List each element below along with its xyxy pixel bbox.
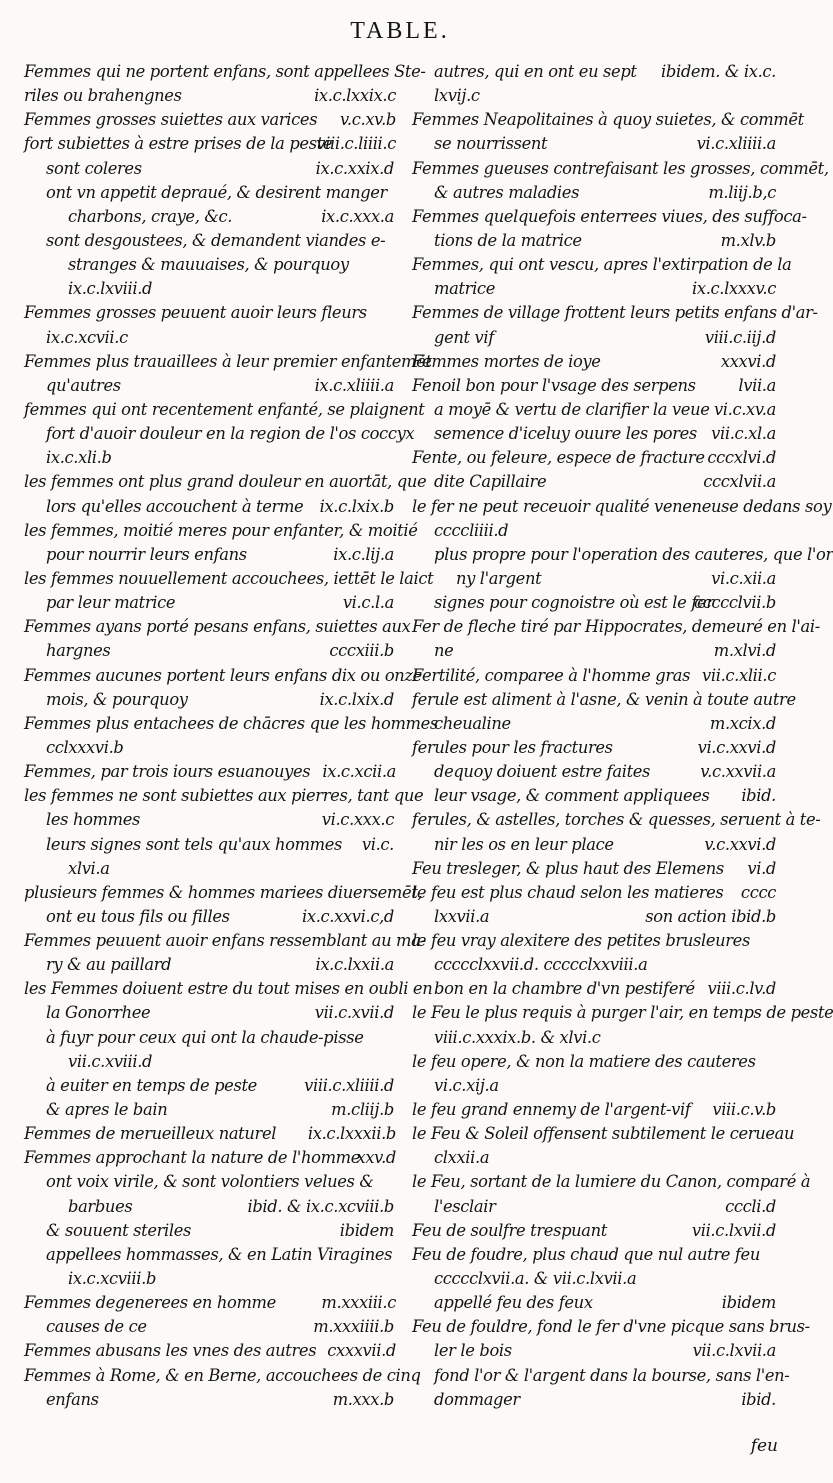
entry-reference: cccxlvi.d [707, 448, 776, 468]
index-entry-line [412, 664, 776, 688]
entry-reference: cccxlvii.a [703, 472, 776, 492]
entry-text: fort subiettes à estre prises de la peste [24, 134, 333, 154]
index-entry-line [24, 1315, 396, 1339]
entry-text: gent vif [434, 327, 494, 347]
entry-text: cheualine [434, 713, 511, 733]
entry-text: ferules, & astelles, torches & quesses, seruent à te- [412, 810, 821, 830]
entry-text: ferules pour les fractures [412, 737, 613, 757]
entry-text: plus propre pour l'operation des cauteres, que l'or [434, 544, 833, 564]
page-title: TABLE. [350, 18, 450, 44]
index-entry-line [412, 181, 776, 205]
entry-text: Femmes mortes de ioye [412, 351, 601, 371]
index-entry-line [24, 639, 396, 663]
entry-text: vi.c.xij.a [434, 1075, 499, 1095]
index-entry-line [412, 446, 776, 470]
index-entry-line [24, 808, 396, 832]
entry-text: & autres maladies [434, 182, 580, 202]
entry-text: Femmes degenerees en homme [24, 1293, 276, 1313]
entry-reference: vii.c.xvii.d [314, 1003, 394, 1023]
entry-text: dommager [434, 1389, 520, 1409]
index-entry-line [24, 60, 426, 84]
index-entry-line [412, 881, 776, 905]
index-entry-line [412, 326, 776, 350]
entry-text: à fuyr pour ceux qui ont la chaude-pisse [46, 1027, 364, 1047]
index-entry-line [412, 1074, 776, 1098]
entry-text: tions de la matrice [434, 230, 582, 250]
entry-text: Feu tresleger, & plus haut des Elemens [412, 858, 724, 878]
index-entry-line [24, 108, 396, 132]
index-entry-line [24, 1267, 396, 1291]
entry-text: Femmes quelquefois enterrees viues, des suffoca- [412, 206, 807, 226]
index-entry-line [412, 639, 776, 663]
entry-reference: vi.c.xii.a [711, 568, 776, 588]
index-entry-line [24, 591, 396, 615]
entry-text: dite Capillaire [434, 472, 547, 492]
entry-text: leurs signes sont tels qu'aux hommes [46, 834, 343, 854]
index-entry-line [24, 157, 396, 181]
entry-text: ny l'argent [456, 568, 542, 588]
entry-text: ccccclxxvii.d. ccccclxxviii.a [434, 955, 648, 975]
entry-text: vii.c.xviii.d [68, 1051, 153, 1071]
index-entry-line [412, 398, 776, 422]
index-entry-line [24, 1146, 396, 1170]
index-entry-line [412, 1098, 776, 1122]
entry-reference: viii.c.xliiii.d [304, 1075, 394, 1095]
index-entry-line [412, 422, 776, 446]
index-entry-line [24, 495, 396, 519]
entry-text: ccccliiii.d [434, 520, 509, 540]
entry-text: Feu de foudre, plus chaud que nul autre feu [412, 1244, 760, 1264]
entry-reference: ix.c.xxvi.c,d [302, 906, 394, 926]
entry-text: Fer de fleche tiré par Hippocrates, demeuré en l'ai- [412, 617, 820, 637]
entry-text: Femmes plus entachees de chācres que les hommes [24, 713, 438, 733]
entry-text: ont vn appetit depraué, & desirent manger [46, 182, 387, 202]
entry-text: le feu est plus chaud selon les matieres [412, 882, 724, 902]
entry-text: lxxvii.a [434, 906, 490, 926]
index-entry-line [24, 132, 396, 156]
index-entry-line [412, 132, 776, 156]
index-entry-line [24, 1170, 396, 1194]
entry-text: viii.c.xxxix.b. & xlvi.c [434, 1027, 601, 1047]
entry-reference: ix.c.xxix.d [315, 158, 394, 178]
entry-reference: son action ibid.b [645, 906, 776, 926]
entry-reference: vi.c.xxx.c [321, 810, 394, 830]
index-entry-line [412, 712, 776, 736]
index-entry-line [412, 977, 776, 1001]
index-entry-line [412, 808, 821, 832]
entry-reference: ibid. [741, 1389, 776, 1409]
entry-text: bon en la chambre d'vn pestiferé [434, 979, 695, 999]
index-entry-line [412, 519, 776, 543]
entry-text: signes pour cognoistre où est le fer [434, 593, 714, 613]
index-entry-line [412, 1195, 776, 1219]
index-entry-line [412, 374, 776, 398]
entry-reference: m.xxxiii.c [321, 1293, 396, 1313]
entry-text: Femmes Neapolitaines à quoy suietes, & commēt [412, 110, 804, 130]
index-entry-line [412, 833, 776, 857]
index-entry-line [412, 1122, 795, 1146]
index-entry-line [24, 929, 426, 953]
index-entry-line [24, 446, 396, 470]
index-entry-line [412, 1146, 776, 1170]
entry-reference: ix.c.xxx.a [321, 206, 394, 226]
entry-text: Femmes plus trauaillees à leur premier enfantemēt [24, 351, 432, 371]
index-entry-line [24, 833, 396, 857]
entry-text: autres, qui en ont eu sept [434, 62, 637, 81]
index-entry-line [24, 1074, 396, 1098]
index-entry-line [412, 277, 776, 301]
entry-reference: ix.c.lxxix.c [314, 86, 396, 106]
entry-text: les femmes nouuellement accouchees, iettēt le laict [24, 568, 434, 588]
entry-text: Feu de soulfre trespuant [412, 1220, 607, 1240]
entry-reference: ix.c.lxxii.a [315, 955, 394, 975]
entry-text: & apres le bain [46, 1100, 168, 1120]
index-entry-line [24, 470, 427, 494]
entry-text: Femmes, qui ont vescu, apres l'extirpation de la [412, 255, 792, 275]
entry-reference: m.xlv.b [720, 230, 776, 250]
entry-text: le feu vray alexitere des petites brusleures [412, 931, 750, 951]
entry-text: la Gonorrhee [46, 1003, 151, 1023]
index-entry-line [412, 108, 804, 132]
index-entry-line [24, 301, 396, 325]
entry-text: Fente, ou feleure, espece de fracture [412, 448, 705, 468]
index-entry-line [412, 1388, 776, 1412]
index-entry-line [412, 1170, 811, 1194]
index-entry-line [412, 688, 796, 712]
entry-text: ry & au paillard [46, 955, 172, 975]
index-entry-line [412, 736, 776, 760]
entry-text: les femmes ne sont subiettes aux pierres, tant que [24, 786, 424, 806]
index-entry-line [24, 374, 396, 398]
entry-reference: cccxiii.b [329, 641, 394, 661]
index-entry-line [24, 905, 396, 929]
entry-reference: v.c.xxvi.d [704, 834, 776, 854]
entry-text: enfans [46, 1389, 99, 1409]
index-entry-line [412, 567, 776, 591]
entry-text: ler le bois [434, 1341, 512, 1361]
index-entry-line [24, 615, 411, 639]
index-entry-line [24, 664, 422, 688]
index-entry-line [24, 181, 396, 205]
index-entry-line [412, 495, 832, 519]
index-entry-line [412, 1267, 776, 1291]
index-entry-line [412, 1001, 833, 1025]
entry-reference: vi.d [747, 858, 776, 878]
index-entry-line [24, 1364, 421, 1388]
entry-text: dequoy doiuent estre faites [434, 762, 651, 782]
entry-text: cclxxxvi.b [46, 737, 124, 757]
left-column [24, 60, 438, 1412]
entry-reference: v.c.xxvii.a [700, 762, 776, 782]
entry-text: stranges & mauuaises, & pourquoy [68, 255, 349, 275]
entry-text: sont coleres [46, 158, 142, 178]
entry-text: Femmes grosses peuuent auoir leurs fleurs [24, 303, 367, 323]
index-entry-line [24, 977, 433, 1001]
index-entry-line [412, 784, 776, 808]
index-entry-line [24, 736, 396, 760]
entry-reference: v.c.xv.b [340, 110, 396, 130]
index-entry-line [412, 905, 776, 929]
index-entry-line [24, 1122, 396, 1146]
entry-text: causes de ce [46, 1317, 147, 1337]
entry-text: Femmes approchant la nature de l'homme [24, 1148, 361, 1168]
entry-text: le feu opere, & non la matiere des cauteres [412, 1051, 756, 1071]
entry-text: le Feu & Soleil offensent subtilement le cerueau [412, 1124, 795, 1144]
entry-reference: ix.c.lxxxii.b [307, 1124, 396, 1144]
entry-text: fond l'or & l'argent dans la bourse, sans l'en- [434, 1365, 790, 1385]
index-entry-line [24, 84, 396, 108]
index-entry-line [412, 60, 776, 84]
index-entry-line [24, 229, 396, 253]
entry-reference: xxxvi.d [720, 351, 776, 371]
entry-text: les femmes, moitié meres pour enfanter, & moitié [24, 520, 418, 540]
index-entry-line [24, 398, 425, 422]
entry-text: appellé feu des feux [434, 1293, 593, 1313]
index-entry-line [412, 1026, 776, 1050]
entry-text: ix.c.xli.b [46, 448, 112, 468]
index-entry-line [24, 519, 418, 543]
entry-reference: ccccclvii.b [693, 593, 776, 613]
index-entry-line [24, 688, 396, 712]
index-entry-line [24, 1026, 396, 1050]
entry-text: le fer ne peut receuoir qualité veneneuse dedans soy [412, 496, 832, 516]
entry-text: pour nourrir leurs enfans [46, 544, 247, 564]
entry-text: xlvi.a [68, 858, 110, 878]
entry-reference: xxv.d [356, 1148, 396, 1168]
entry-reference: vi.c.xxvi.d [697, 737, 776, 757]
entry-reference: cccli.d [725, 1196, 776, 1216]
entry-text: Femmes gueuses contrefaisant les grosses, commēt, [412, 158, 829, 178]
entry-text: Feu de fouldre, fond le fer d'vne picque sans brus- [412, 1317, 810, 1337]
index-entry-line [24, 1001, 396, 1025]
right-column [412, 60, 833, 1412]
entry-text: ix.c.lxviii.d [68, 279, 153, 299]
index-entry-line [24, 422, 415, 446]
entry-text: Fenoil bon pour l'vsage des serpens [412, 375, 696, 395]
entry-text: Femmes peuuent auoir enfans ressemblant au ma- [24, 931, 426, 951]
index-entry-line [24, 567, 434, 591]
entry-text: Femmes de village frottent leurs petits enfans d'ar- [412, 303, 818, 323]
entry-text: ont eu tous fils ou filles [46, 906, 230, 926]
entry-reference: vii.c.lxvii.a [692, 1341, 776, 1361]
entry-text: mois, & pourquoy [46, 689, 188, 709]
entry-reference: m.liij.b,c [708, 182, 776, 202]
entry-reference: m.cliij.b [331, 1100, 394, 1120]
index-entry-line [24, 881, 423, 905]
entry-text: Femmes à Rome, & en Berne, accouchees de cinq [24, 1365, 421, 1385]
index-entry-line [412, 350, 776, 374]
entry-text: matrice [434, 279, 495, 299]
entry-reference: vi.c.xliiii.a [696, 134, 776, 154]
entry-text: femmes qui ont recentement enfanté, se plaignent [24, 399, 425, 419]
entry-text: appellees hommasses, & en Latin Viragines [46, 1244, 393, 1264]
entry-text: l'esclair [434, 1196, 496, 1216]
index-entry-line [24, 205, 396, 229]
index-entry-line [24, 1219, 396, 1243]
entry-text: Femmes ayans porté pesans enfans, suiettes aux [24, 617, 411, 637]
index-entry-line [412, 1364, 790, 1388]
index-entry-line [412, 1291, 776, 1315]
entry-reference: viii.c.liiii.c [316, 134, 396, 154]
entry-text: lxvij.c [434, 86, 480, 106]
index-entry-line [24, 253, 396, 277]
entry-text: semence d'iceluy ouure les pores [434, 424, 697, 444]
catchword: feu [750, 1436, 778, 1456]
index-entry-line [24, 1098, 396, 1122]
entry-text: qu'autres [46, 375, 121, 395]
entry-reference: ix.c.xliiii.a [314, 375, 394, 395]
index-entry-line [24, 1291, 396, 1315]
entry-text: ont voix virile, & sont volontiers velues & [46, 1172, 374, 1192]
entry-reference: m.xxx.b [332, 1389, 394, 1409]
entry-reference: ibidem [721, 1293, 776, 1313]
index-entry-line [24, 543, 396, 567]
entry-text: Femmes aucunes portent leurs enfans dix ou onze [24, 665, 422, 685]
entry-text: ix.c.xcvii.c [46, 327, 128, 347]
entry-reference: ix.c.xcii.a [322, 762, 396, 782]
entry-reference: viii.c.iij.d [704, 327, 776, 347]
index-entry-line [24, 1050, 396, 1074]
index-entry-line [412, 84, 776, 108]
index-entry-line [412, 1339, 776, 1363]
entry-text: les femmes ont plus grand douleur en auortāt, que [24, 472, 427, 492]
index-entry-line [412, 470, 776, 494]
index-entry-line [24, 350, 432, 374]
entry-reference: vi.c. [361, 834, 394, 854]
entry-reference: lvii.a [738, 375, 776, 395]
entry-text: ix.c.xcviii.b [68, 1269, 157, 1289]
entry-reference: ix.c.lxxxv.c [692, 279, 776, 299]
entry-reference: ibid. [741, 786, 776, 806]
entry-text: le feu grand ennemy de l'argent-vif [412, 1100, 691, 1120]
index-entry-line [412, 953, 776, 977]
entry-text: se nourrissent [434, 134, 548, 154]
entry-reference: ix.c.lij.a [333, 544, 394, 564]
entry-text: & souuent steriles [46, 1220, 192, 1240]
entry-reference: vi.c.l.a [342, 593, 394, 613]
entry-text: par leur matrice [46, 593, 176, 613]
index-entry-line [24, 1243, 396, 1267]
entry-text: Femmes abusans les vnes des autres [24, 1341, 317, 1361]
entry-text: charbons, craye, &c. [68, 206, 233, 226]
entry-reference: viii.c.lv.d [707, 979, 776, 999]
entry-reference: ix.c.lxix.b [319, 496, 394, 516]
entry-reference: ix.c.lxix.d [319, 689, 394, 709]
index-entry-line [412, 857, 776, 881]
index-entry-line [412, 929, 776, 953]
index-entry-line [24, 760, 396, 784]
index-entry-line [24, 1388, 396, 1412]
entry-text: clxxii.a [434, 1148, 490, 1168]
entry-text: à euiter en temps de peste [46, 1075, 257, 1095]
entry-text: ne [434, 641, 454, 661]
index-entry-line [24, 277, 396, 301]
entry-text: ccccclxvii.a. & vii.c.lxvii.a [434, 1269, 637, 1289]
entry-text: Femmes, par trois iours esuanouyes [24, 762, 311, 782]
entry-text: nir les os en leur place [434, 834, 614, 854]
entry-text: Femmes grosses suiettes aux varices [24, 110, 318, 130]
entry-text: Fertilité, comparee à l'homme gras [412, 665, 691, 685]
index-entry-line [412, 253, 792, 277]
entry-text: Femmes qui ne portent enfans, sont appellees Ste- [24, 62, 426, 81]
entry-reference: m.xxxiiii.b [313, 1317, 394, 1337]
entry-reference: cccc [740, 882, 776, 902]
entry-text: le Feu le plus requis à purger l'air, en temps de peste [412, 1003, 833, 1023]
index-entry-line [412, 760, 776, 784]
entry-text: sont desgoustees, & demandent viandes e- [46, 230, 386, 250]
entry-reference: cxxxvii.d [327, 1341, 396, 1361]
index-entry-line [24, 953, 396, 977]
index-entry-line [412, 543, 833, 567]
entry-reference: vii.c.xlii.c [702, 665, 776, 685]
index-entry-line [412, 615, 820, 639]
entry-text: riles ou brahengnes [24, 86, 182, 106]
entry-reference: vii.c.xl.a [711, 424, 776, 444]
entry-text: lors qu'elles accouchent à terme [46, 496, 304, 516]
entry-reference: ibid. & ix.c.xcviii.b [247, 1196, 394, 1216]
entry-reference: m.xlvi.d [713, 641, 776, 661]
entry-text: Femmes de merueilleux naturel [24, 1124, 277, 1144]
entry-text: les hommes [46, 810, 141, 830]
entry-reference: vi.c.xv.a [713, 399, 776, 419]
entry-text: ferule est aliment à l'asne, & venin à toute autre [412, 689, 796, 709]
entry-text: barbues [68, 1196, 133, 1216]
index-entry-line [412, 301, 818, 325]
index-entry-line [412, 1219, 776, 1243]
entry-text: le Feu, sortant de la lumiere du Canon, comparé à [412, 1172, 811, 1192]
index-entry-line [412, 1050, 776, 1074]
index-entry-line [412, 157, 829, 181]
index-entry-line [24, 326, 396, 350]
index-entry-line [412, 205, 807, 229]
index-entry-line [24, 712, 438, 736]
entry-text: fort d'auoir douleur en la region de l'os coccyx [46, 424, 415, 444]
index-entry-line [24, 857, 396, 881]
index-entry-line [412, 1315, 810, 1339]
entry-text: les Femmes doiuent estre du tout mises en oubli en [24, 979, 433, 999]
entry-text: plusieurs femmes & hommes mariees diuersemēt, [24, 882, 423, 902]
entry-text: a moyē & vertu de clarifier la veue [434, 399, 710, 419]
entry-reference: m.xcix.d [709, 713, 776, 733]
entry-reference: viii.c.v.b [712, 1100, 776, 1120]
entry-reference: ibidem [339, 1220, 394, 1240]
index-entry-line [412, 591, 776, 615]
entry-reference: vii.c.lxvii.d [691, 1220, 776, 1240]
index-entry-line [412, 229, 776, 253]
index-entry-line [24, 1195, 396, 1219]
entry-text: leur vsage, & comment appliquees [434, 786, 710, 806]
index-entry-line [24, 784, 424, 808]
index-entry-line [412, 1243, 776, 1267]
entry-text: hargnes [46, 641, 111, 661]
entry-reference: ibidem. & ix.c. [661, 62, 776, 81]
index-entry-line [24, 1339, 396, 1363]
